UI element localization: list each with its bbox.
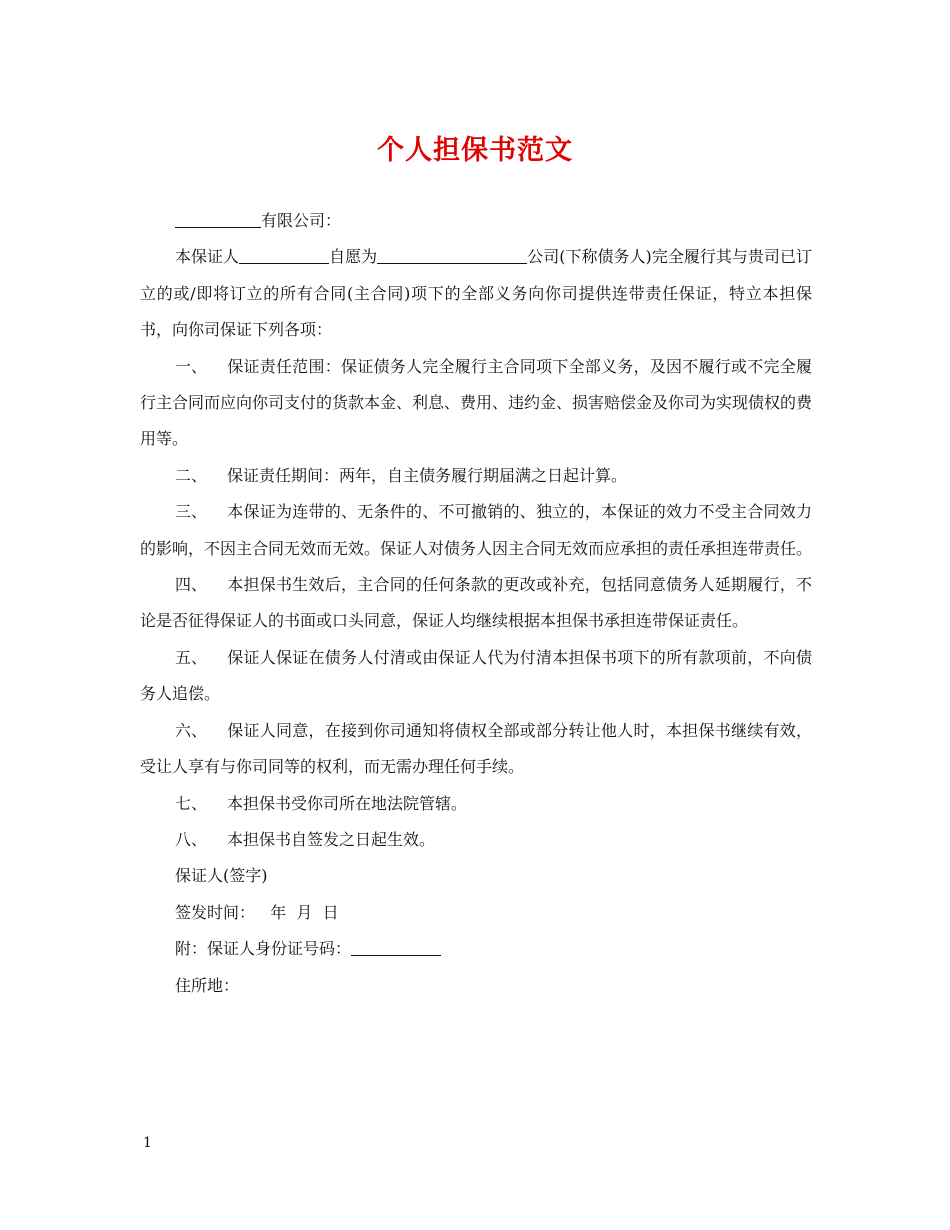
document-body bbox=[140, 203, 812, 1004]
clause-8 bbox=[140, 822, 812, 858]
clause-1 bbox=[140, 349, 812, 458]
clause-number: 七、 bbox=[175, 793, 208, 813]
company-name-blank bbox=[175, 210, 261, 228]
intro-part2: 自愿为 bbox=[329, 247, 378, 267]
clause-number: 八、 bbox=[175, 829, 208, 849]
clause-4 bbox=[140, 567, 812, 640]
clause-text: 保证责任期间：两年，自主债务履行期届满之日起计算。 bbox=[227, 465, 628, 485]
clause-number: 五、 bbox=[175, 647, 208, 667]
id-number-line bbox=[140, 931, 812, 967]
clause-text: 保证责任范围：保证债务人完全履行主合同项下全部义务，及因不履行或不完全履行主合同而应向你司支付的货款本金、利息、费用、违约金、损害赔偿金及你司为实现债权的费用等。 bbox=[140, 356, 813, 449]
clause-number: 六、 bbox=[175, 720, 208, 740]
clause-6 bbox=[140, 713, 812, 786]
clause-text: 本保证为连带的、无条件的、不可撤销的、独立的，本保证的效力不受主合同效力的影响，不因主合同无效而无效。保证人对债务人因主合同无效而应承担的责任承担连带责任。 bbox=[140, 502, 813, 558]
salutation-suffix: 有限公司： bbox=[261, 211, 342, 230]
clause-5 bbox=[140, 640, 812, 713]
clause-number: 三、 bbox=[175, 502, 208, 522]
signature-line: 保证人(签字) bbox=[175, 866, 268, 886]
clause-number: 二、 bbox=[175, 465, 208, 485]
intro-part1: 本保证人 bbox=[175, 247, 240, 267]
id-label: 附：保证人身份证号码： bbox=[175, 939, 352, 959]
salutation-line bbox=[140, 203, 812, 239]
debtor-company-blank bbox=[377, 247, 527, 265]
clause-7 bbox=[140, 786, 812, 822]
date-label: 签发时间： 年 月 日 bbox=[175, 902, 339, 922]
intro-paragraph bbox=[140, 239, 812, 348]
clause-text: 保证人同意，在接到你司通知将债权全部或部分转让他人时，本担保书继续有效，受让人享有与你司同等的权利，而无需办理任何手续。 bbox=[140, 720, 812, 777]
clause-3 bbox=[140, 494, 812, 567]
intro-part3: 公司(下称债务人)完全履行其与贵司已订立的或/即将订立的所有合同(主合同)项下的全部义务向你司提供连带责任保证，特立本担保书，向你司保证下列各项： bbox=[140, 247, 812, 340]
clause-number: 四、 bbox=[175, 575, 208, 595]
clause-text: 保证人保证在债务人付清或由保证人代为付清本担保书项下的所有款项前，不向债务人追偿。 bbox=[140, 647, 812, 704]
id-number-blank bbox=[351, 938, 441, 956]
document-title: 个人担保书范文 bbox=[377, 135, 573, 166]
clause-number: 一、 bbox=[175, 356, 208, 376]
guarantor-name-blank bbox=[239, 247, 329, 265]
clause-text: 本担保书受你司所在地法院管辖。 bbox=[227, 793, 468, 813]
clause-2 bbox=[140, 458, 812, 494]
date-line bbox=[140, 895, 812, 931]
clause-text: 本担保书自签发之日起生效。 bbox=[227, 829, 436, 849]
clause-text: 本担保书生效后，主合同的任何条款的更改或补充，包括同意债务人延期履行，不论是否征得保证人的书面或口头同意，保证人均继续根据本担保书承担连带保证责任。 bbox=[140, 575, 812, 631]
address-line: 住所地： bbox=[175, 975, 240, 995]
page-number: 1 bbox=[143, 1135, 152, 1151]
